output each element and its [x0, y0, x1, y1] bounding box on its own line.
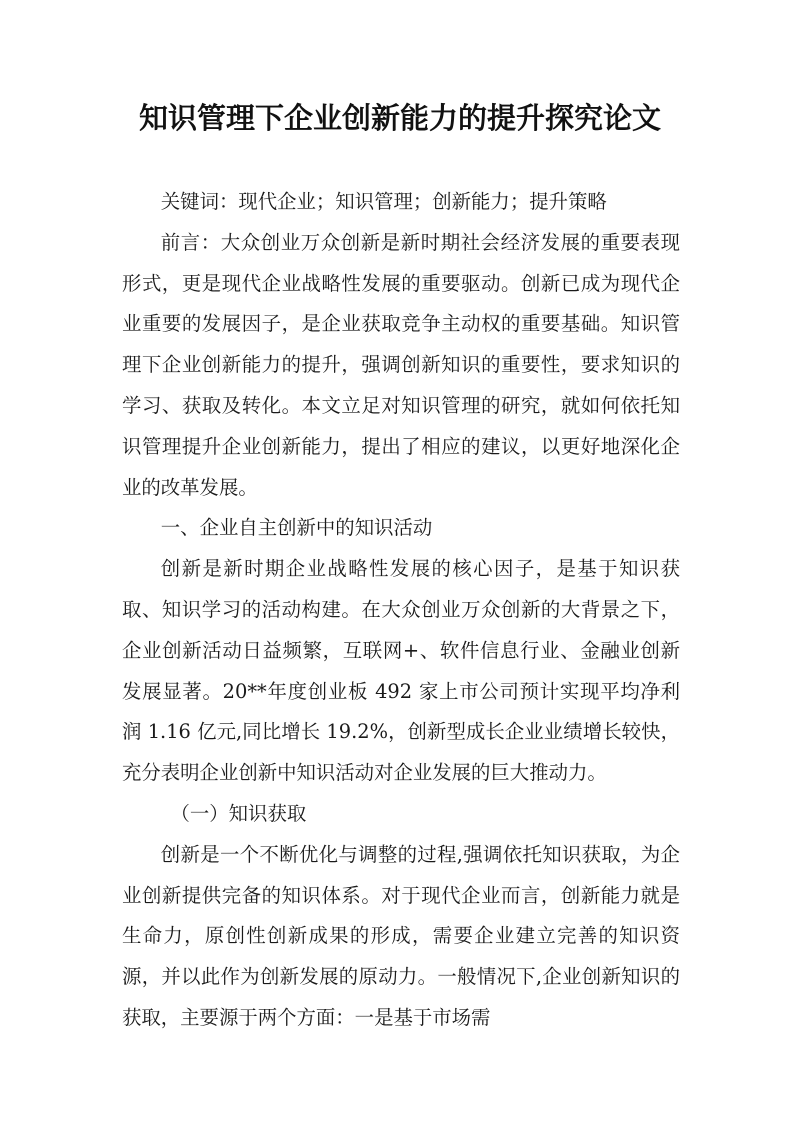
section-paragraph-knowledge-activities: 创新是新时期企业战略性发展的核心因子，是基于知识获取、知识学习的活动构建。在大众创业万众创新的大背景之下，企业创新活动日益频繁，互联网+、软件信息行业、金融业创新发展显著。20**年度创业板 492 家上市公司预计实现平均净利润 1.16 亿元,同比增长 19.2%，创新型成长企业业绩增长较快，充分表明企业创新中知识活动对企业发展的巨大推动力。 [122, 557, 680, 785]
subsection-heading-knowledge-acquisition: （一）知识获取 [170, 801, 307, 825]
document-body [122, 182, 680, 1039]
preface-paragraph: 前言：大众创业万众创新是新时期社会经济发展的重要表现形式，更是现代企业战略性发展的重要驱动。创新已成为现代企业重要的发展因子，是企业获取竞争主动权的重要基础。知识管理下企业创新能力的提升，强调创新知识的重要性，要求知识的学习、获取及转化。本文立足对知识管理的研究，就如何依托知识管理提升企业创新能力，提出了相应的建议，以更好地深化企业的改革发展。 [122, 230, 680, 499]
document-title: 知识管理下企业创新能力的提升探究论文 [138, 101, 661, 135]
keywords-line: 关键词：现代企业；知识管理；创新能力；提升策略 [160, 190, 607, 213]
section-heading-knowledge-activities: 一、企业自主创新中的知识活动 [160, 516, 433, 540]
subsection-paragraph-knowledge-acquisition: 创新是一个不断优化与调整的过程,强调依托知识获取，为企业创新提供完备的知识体系。对于现代企业而言，创新能力就是生命力，原创性创新成果的形成，需要企业建立完善的知识资源，并以此作为创新发展的原动力。一般情况下,企业创新知识的获取，主要源于两个方面：一是基于市场需 [122, 842, 680, 1029]
